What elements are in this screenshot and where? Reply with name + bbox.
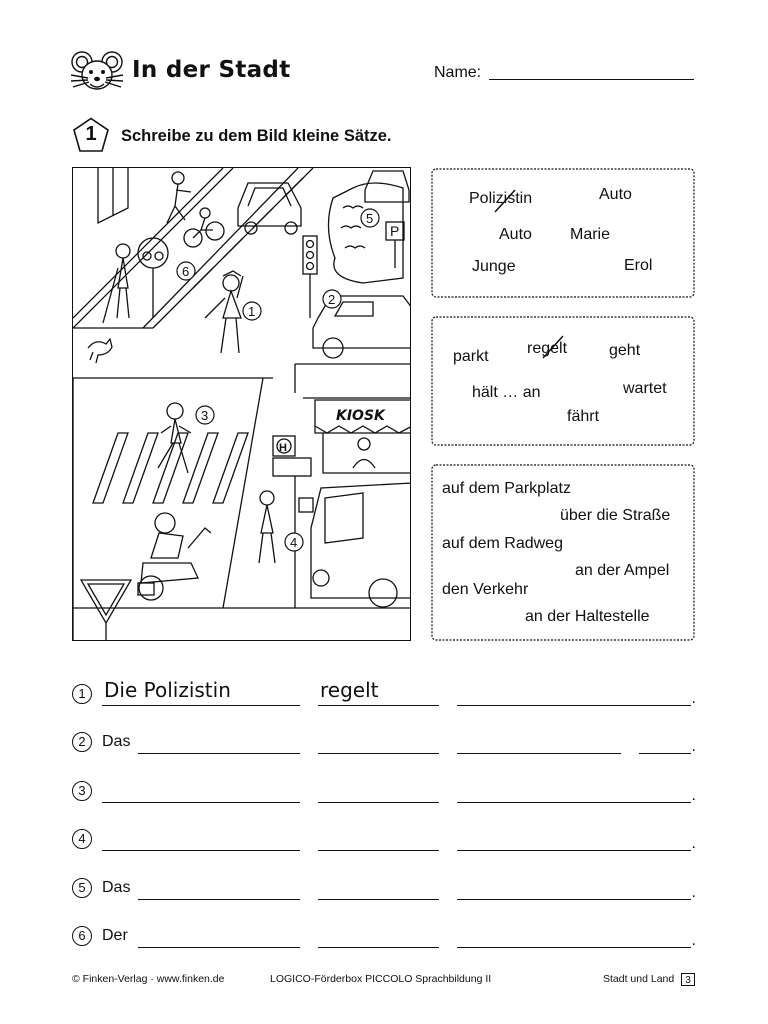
answer-blank[interactable] bbox=[138, 947, 300, 948]
scene-marker-2: 2 bbox=[328, 292, 336, 307]
answer-blank[interactable] bbox=[318, 705, 439, 706]
answer-number: 2 bbox=[72, 732, 92, 752]
places-word-box bbox=[431, 464, 695, 641]
subjects-word-box bbox=[431, 168, 695, 298]
answer-row-6: 6 Der . bbox=[72, 918, 696, 948]
phrase-radweg: auf dem Radweg bbox=[442, 535, 563, 552]
page-number: 3 bbox=[681, 973, 695, 986]
word-auto-1: Auto bbox=[599, 186, 632, 203]
footer-series: LOGICO-Förderbox PICCOLO Sprachbildung II bbox=[270, 973, 492, 985]
answer-blank[interactable] bbox=[639, 753, 691, 754]
mouse-icon bbox=[68, 48, 126, 96]
verbs-word-box bbox=[431, 316, 695, 446]
phrase-strasse: über die Straße bbox=[560, 507, 671, 524]
answer-blank[interactable] bbox=[102, 850, 300, 851]
phrase-verkehr: den Verkehr bbox=[442, 581, 529, 598]
word-erol: Erol bbox=[624, 257, 653, 274]
answer-row-1: 1 Die Polizistin regelt . bbox=[72, 676, 696, 706]
word-polizistin: Polizistin bbox=[469, 190, 533, 207]
answer-row-2: 2 Das . bbox=[72, 724, 696, 754]
answer-number: 6 bbox=[72, 926, 92, 946]
answer-blank[interactable] bbox=[318, 753, 439, 754]
task-number: 1 bbox=[85, 123, 97, 145]
street-scene-illustration bbox=[72, 167, 411, 641]
footer-section: Stadt und Land bbox=[603, 973, 675, 985]
answer-row-3: 3 . bbox=[72, 773, 696, 803]
scene-marker-5: 5 bbox=[366, 211, 374, 226]
kiosk-sign-text: KIOSK bbox=[336, 408, 385, 424]
answer-blank[interactable] bbox=[457, 947, 691, 948]
strike-mark bbox=[539, 332, 569, 362]
page-title: In der Stadt bbox=[132, 57, 291, 83]
answer-blank[interactable] bbox=[457, 850, 691, 851]
handwritten-answer: Die Polizistin bbox=[104, 678, 231, 702]
answer-blank[interactable] bbox=[457, 705, 691, 706]
answer-blank[interactable] bbox=[318, 850, 439, 851]
task-instruction: Schreibe zu dem Bild kleine Sätze. bbox=[121, 127, 392, 145]
word-marie: Marie bbox=[570, 226, 611, 243]
answer-prefix: Das bbox=[102, 733, 131, 750]
answer-blank[interactable] bbox=[457, 753, 621, 754]
scene-marker-4: 4 bbox=[290, 535, 298, 550]
answer-blank[interactable] bbox=[102, 705, 300, 706]
answer-prefix: Das bbox=[102, 879, 131, 896]
answer-blank[interactable] bbox=[138, 899, 300, 900]
word-faehrt: fährt bbox=[567, 408, 600, 425]
strike-mark bbox=[491, 186, 521, 216]
answer-blank[interactable] bbox=[318, 899, 439, 900]
bus-stop-sign-text: H bbox=[279, 442, 287, 454]
phrase-ampel: an der Ampel bbox=[575, 562, 670, 579]
phrase-parkplatz: auf dem Parkplatz bbox=[442, 480, 571, 497]
answer-number: 3 bbox=[72, 781, 92, 801]
answer-prefix: Der bbox=[102, 927, 128, 944]
name-label: Name: bbox=[434, 64, 482, 81]
answer-row-4: 4 . bbox=[72, 821, 696, 851]
answer-number: 5 bbox=[72, 878, 92, 898]
answer-blank[interactable] bbox=[138, 753, 300, 754]
answer-blank[interactable] bbox=[318, 802, 439, 803]
svg-text:P: P bbox=[390, 223, 400, 239]
scene-marker-3: 3 bbox=[201, 408, 209, 423]
task-number-badge bbox=[72, 117, 110, 153]
answer-blank[interactable] bbox=[457, 899, 691, 900]
name-input-line[interactable] bbox=[489, 79, 694, 80]
answer-number: 1 bbox=[72, 684, 92, 704]
answer-blank[interactable] bbox=[318, 947, 439, 948]
footer-publisher: © Finken-Verlag · www.finken.de bbox=[72, 973, 225, 985]
word-parkt: parkt bbox=[453, 348, 489, 365]
scene-marker-6: 6 bbox=[182, 264, 190, 279]
answer-blank[interactable] bbox=[102, 802, 300, 803]
phrase-haltestelle: an der Haltestelle bbox=[525, 608, 650, 625]
handwritten-answer: regelt bbox=[320, 678, 379, 702]
word-auto-2: Auto bbox=[499, 226, 532, 243]
answer-blank[interactable] bbox=[457, 802, 691, 803]
word-geht: geht bbox=[609, 342, 641, 359]
word-wartet: wartet bbox=[623, 380, 667, 397]
answer-number: 4 bbox=[72, 829, 92, 849]
answer-row-5: 5 Das . bbox=[72, 870, 696, 900]
scene-marker-1: 1 bbox=[248, 304, 256, 319]
word-junge: Junge bbox=[472, 258, 516, 275]
word-haelt-an: hält … an bbox=[472, 384, 541, 401]
word-regelt: regelt bbox=[527, 340, 568, 357]
